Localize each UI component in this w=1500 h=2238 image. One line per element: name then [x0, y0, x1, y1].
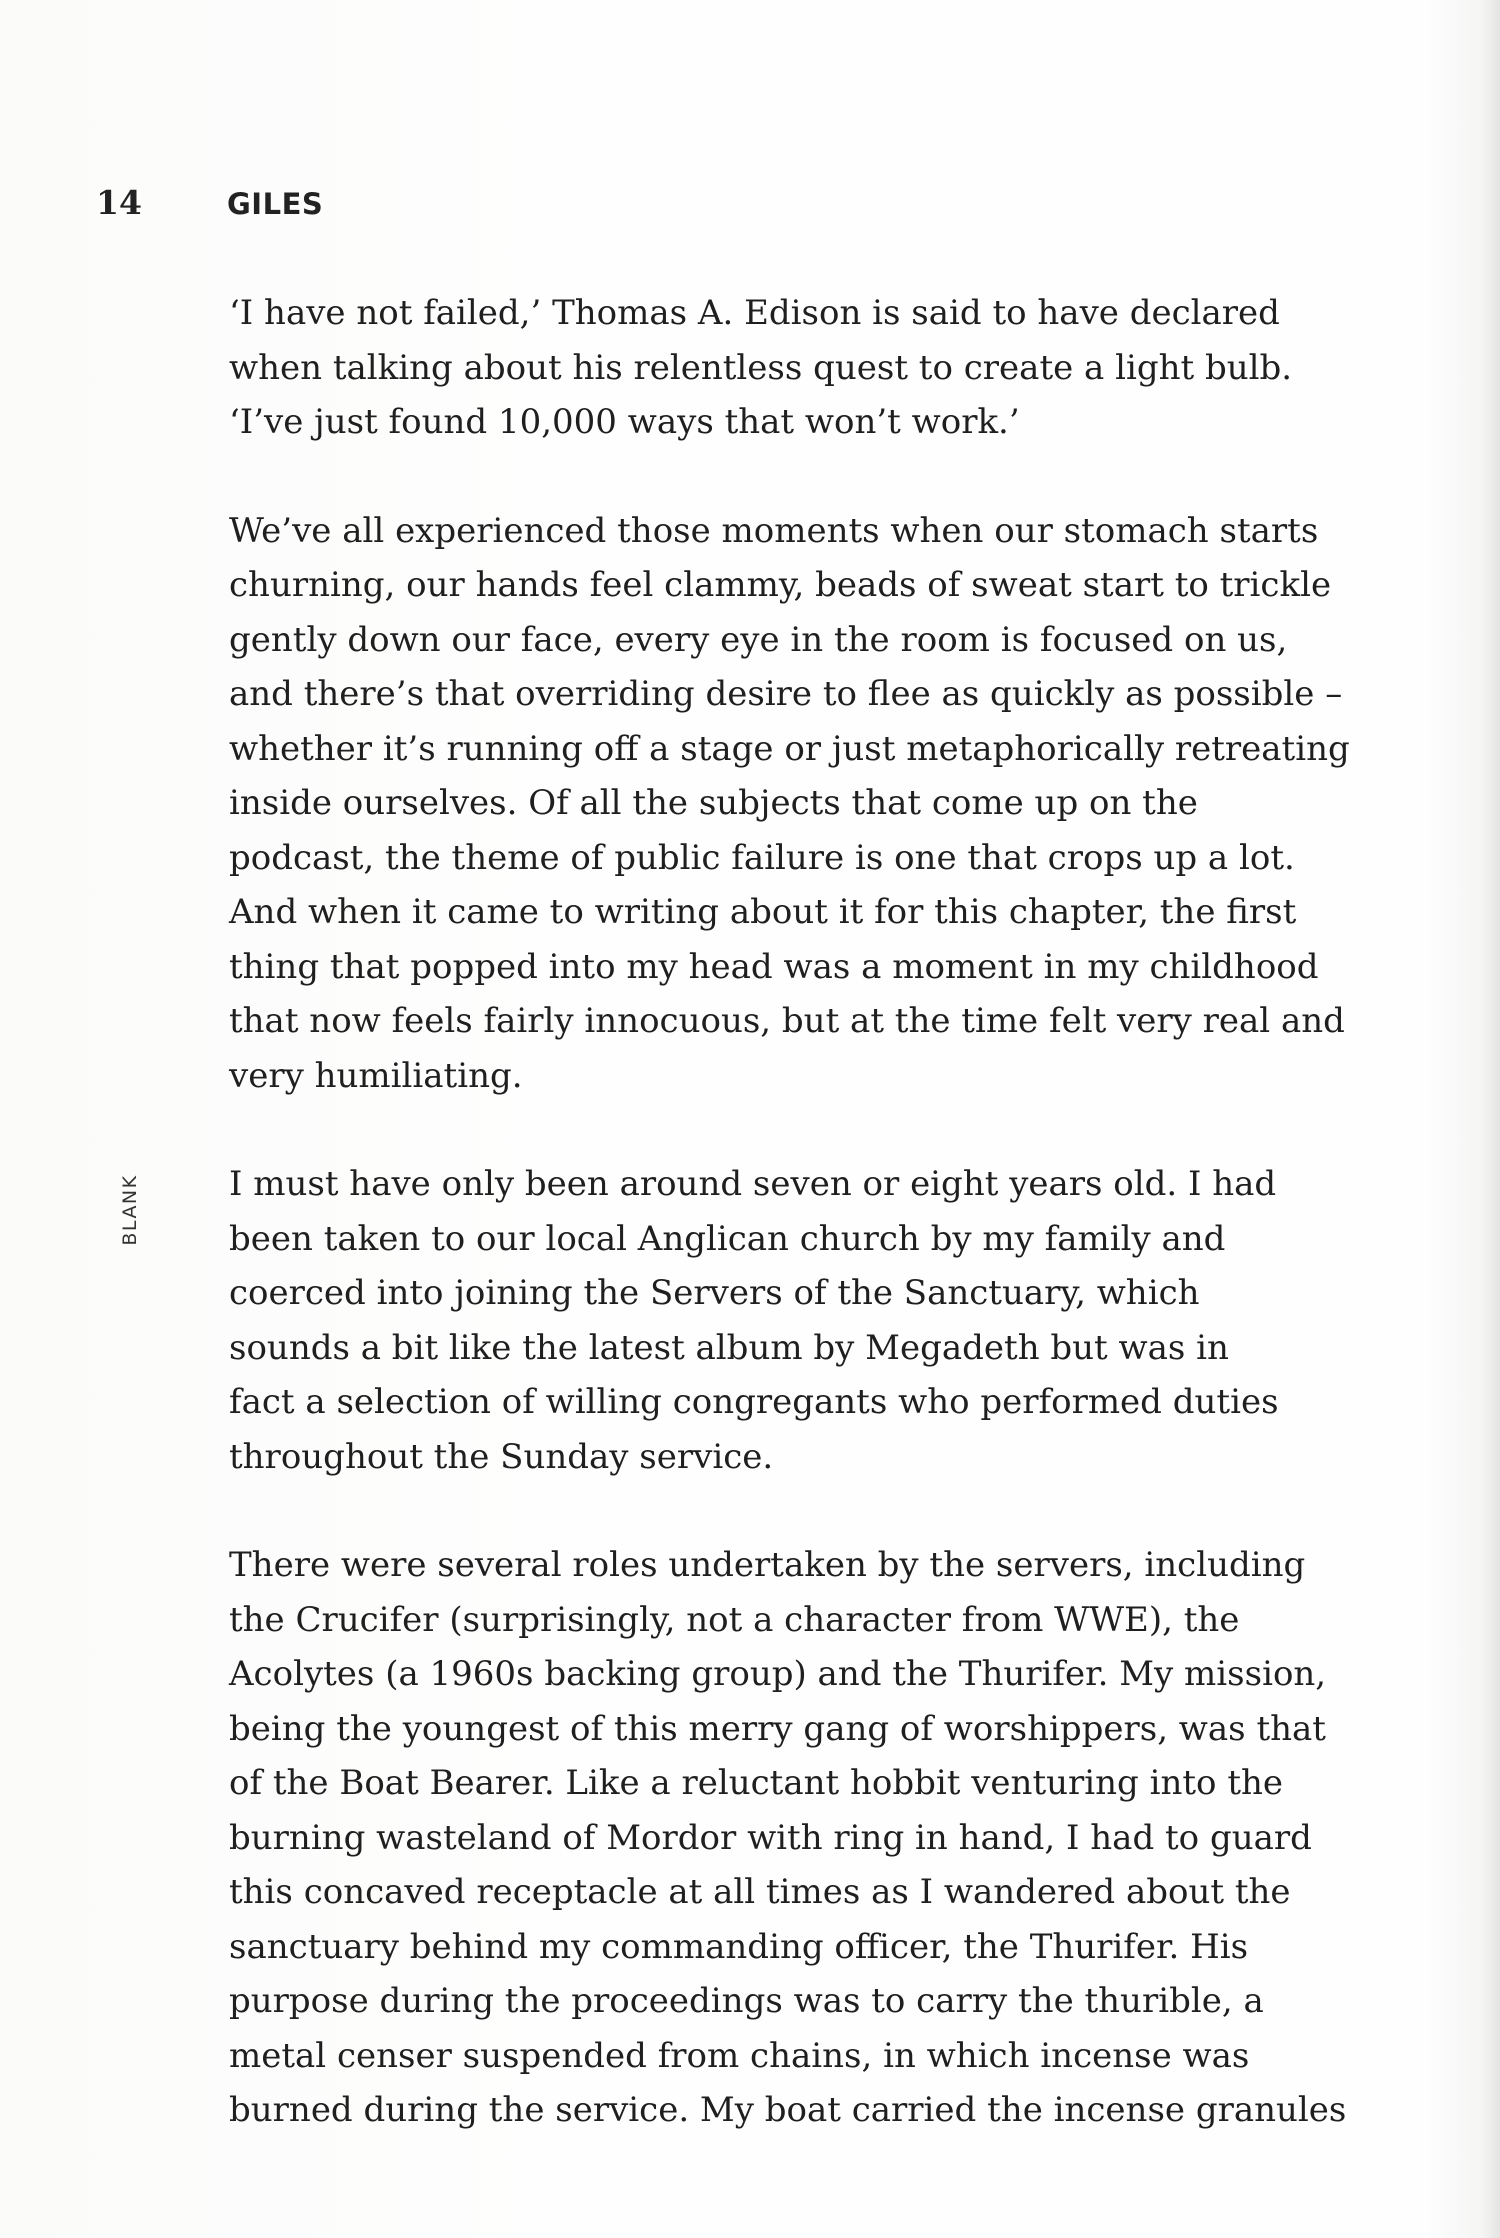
- page-edge-shadow: [1482, 0, 1500, 2238]
- side-tab-label: BLANK: [119, 1174, 141, 1246]
- page-number: 14: [96, 183, 142, 222]
- paragraph-3: I must have only been around seven or eight years old. I had been taken to our local Anglican church by my family and coerced into joining the Servers of the Sanctuary, which sounds a bit like the latest album by Megadeth but was in fact a selection of willing congregants who performed duties throughout the Sunday service.: [229, 1164, 1279, 1477]
- running-head: GILES: [227, 187, 324, 221]
- paragraph-4: There were several roles undertaken by the servers, including the Crucifer (surprisingly, not a character from WWE), the Acolytes (a 1960s backing group) and the Thurifer. My mission, being the youngest of this merry gang of worshippers, was that of the Boat Bearer. Like a reluctant hobbit venturing into the burning wasteland of Mordor with ring in hand, I had to guard this concaved receptacle at all times as I wandered about the sanctuary behind my commanding officer, the Thurifer. His purpose during the proceedings was to carry the thurible, a metal censer suspended from chains, in which incense was burned during the service. My boat carried the incense granules: [229, 1545, 1347, 2130]
- body-text: [229, 286, 1399, 2192]
- paragraph-1: ‘I have not failed,’ Thomas A. Edison is said to have declared when talking about his relentless quest to create a light bulb. ‘I’ve just found 10,000 ways that won’t work.’: [229, 293, 1293, 442]
- paragraph-2: We’ve all experienced those moments when our stomach starts churning, our hands feel clammy, beads of sweat start to trickle gently down our face, every eye in the room is focused on us, and there’s that overriding desire to flee as quickly as possible – whether it’s running off a stage or just metaphorically retreating inside ourselves. Of all the subjects that come up on the podcast, the theme of public failure is one that crops up a lot. And when it came to writing about it for this chapter, the first thing that popped into my head was a moment in my childhood that now feels fairly innocuous, but at the time felt very real and very humiliating.: [229, 510, 1350, 1096]
